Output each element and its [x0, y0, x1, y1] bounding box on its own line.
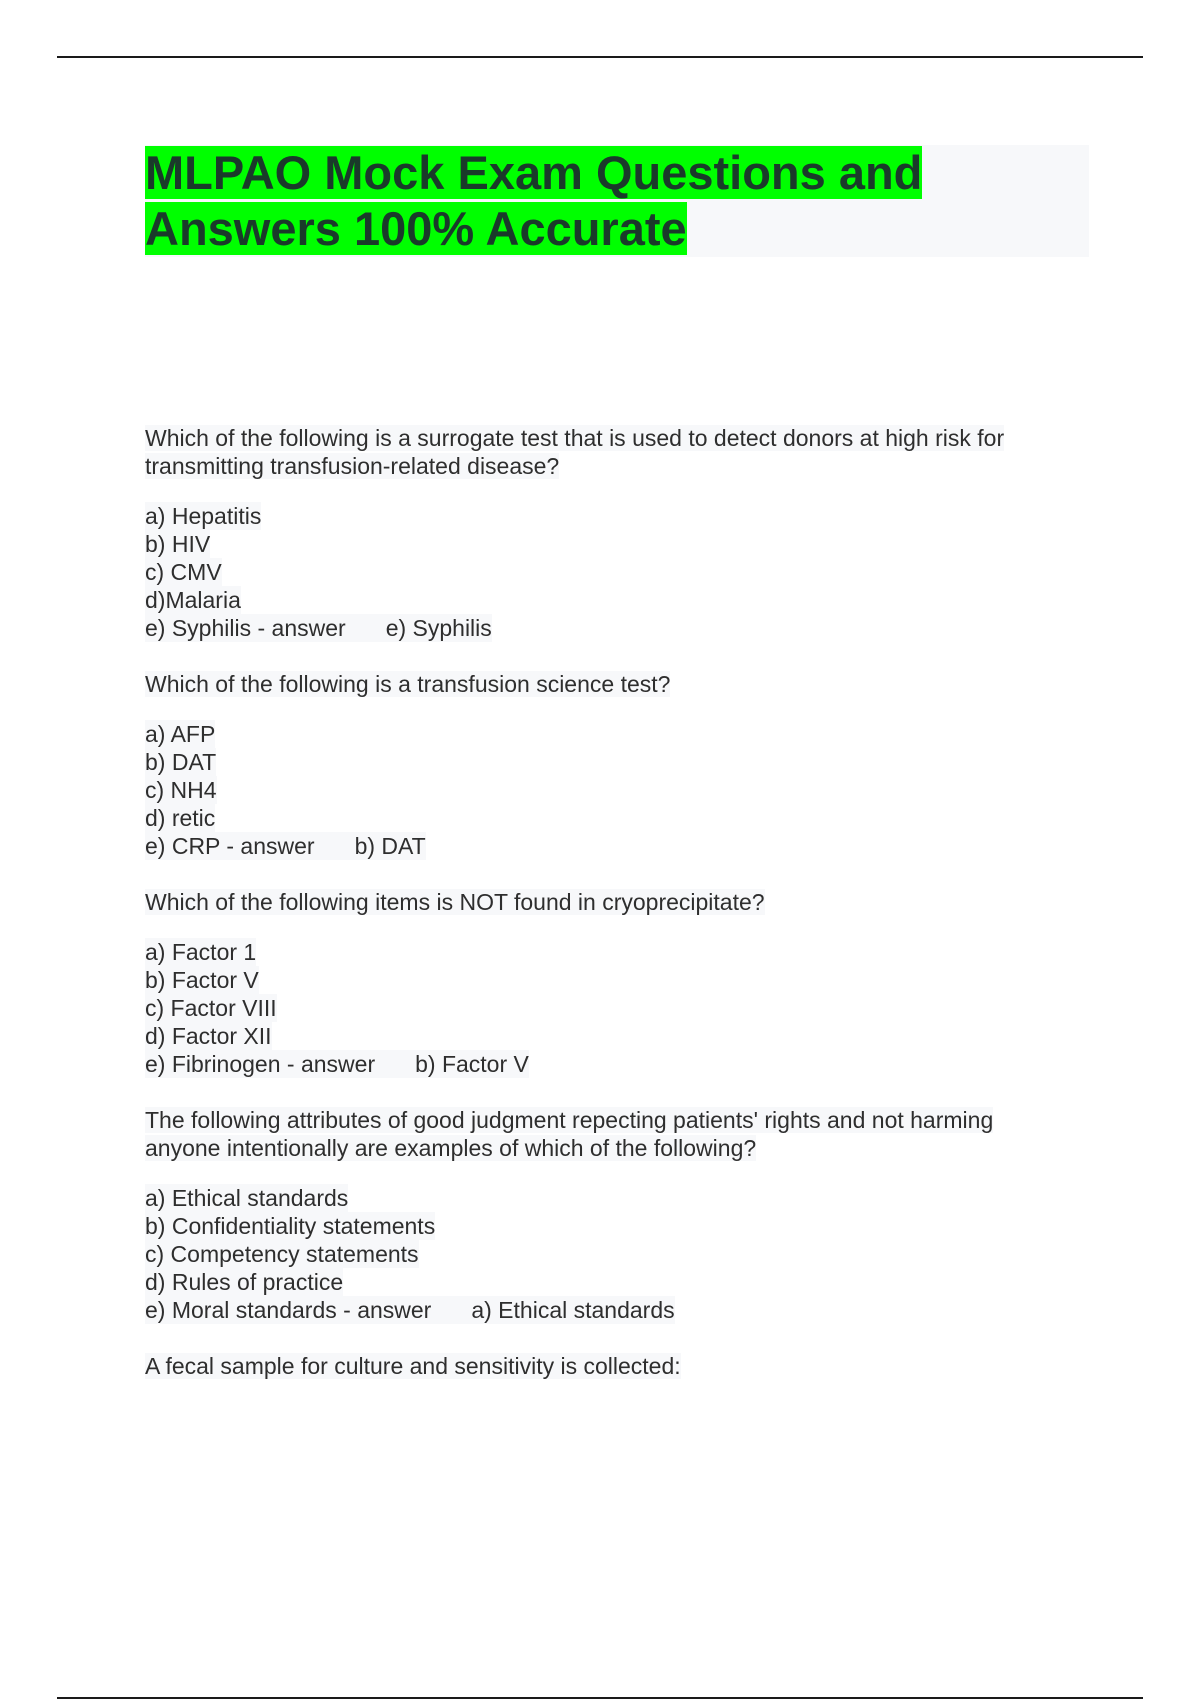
title-line-2: Answers 100% Accurate [145, 202, 687, 255]
option-d: d) retic [145, 805, 216, 831]
option-b: b) HIV [145, 531, 211, 557]
top-rule [57, 56, 1143, 58]
document-title [145, 145, 1089, 257]
option-d: d)Malaria [145, 587, 241, 613]
question-list [145, 424, 1065, 1408]
question-block-3 [145, 888, 1065, 1078]
option-e: e) Syphilis - answer [145, 615, 346, 641]
option-c: c) Factor VIII [145, 995, 277, 1021]
option-c: c) NH4 [145, 777, 217, 803]
question-text: A fecal sample for culture and sensitivity is collected: [145, 1353, 681, 1379]
question-text: The following attributes of good judgment repecting patients' rights and not harming anyone intentionally are examples of which of the following? [145, 1107, 994, 1161]
option-b: b) Factor V [145, 967, 259, 993]
answer: b) DAT [354, 833, 426, 859]
question-text: Which of the following is a surrogate test that is used to detect donors at high risk for transmitting transfusion-related disease? [145, 425, 1005, 479]
answer: a) Ethical standards [471, 1297, 675, 1323]
option-a: a) Factor 1 [145, 939, 257, 965]
options-list [145, 938, 1065, 1078]
option-a: a) Hepatitis [145, 503, 262, 529]
option-e-with-answer [145, 1050, 1065, 1078]
option-b: b) Confidentiality statements [145, 1213, 436, 1239]
option-e: e) Moral standards - answer [145, 1297, 432, 1323]
option-e-with-answer [145, 1296, 1065, 1324]
answer: e) Syphilis [385, 615, 492, 641]
options-list [145, 720, 1065, 860]
option-e-with-answer [145, 614, 1065, 642]
option-e: e) Fibrinogen - answer [145, 1051, 376, 1077]
bottom-rule [57, 1697, 1143, 1699]
option-a: a) AFP [145, 721, 216, 747]
question-block-5 [145, 1352, 1065, 1380]
question-block-1 [145, 424, 1065, 642]
option-c: c) CMV [145, 559, 222, 585]
option-c: c) Competency statements [145, 1241, 419, 1267]
option-a: a) Ethical standards [145, 1185, 349, 1211]
option-b: b) DAT [145, 749, 217, 775]
options-list [145, 1184, 1065, 1324]
answer: b) Factor V [415, 1051, 529, 1077]
options-list [145, 502, 1065, 642]
option-d: d) Factor XII [145, 1023, 272, 1049]
option-e-with-answer [145, 832, 1065, 860]
title-box [145, 145, 1089, 257]
question-block-2 [145, 670, 1065, 860]
question-block-4 [145, 1106, 1065, 1324]
question-text: Which of the following is a transfusion science test? [145, 671, 671, 697]
option-d: d) Rules of practice [145, 1269, 344, 1295]
option-e: e) CRP - answer [145, 833, 315, 859]
question-text: Which of the following items is NOT found in cryoprecipitate? [145, 889, 765, 915]
title-line-1: MLPAO Mock Exam Questions and [145, 146, 923, 199]
